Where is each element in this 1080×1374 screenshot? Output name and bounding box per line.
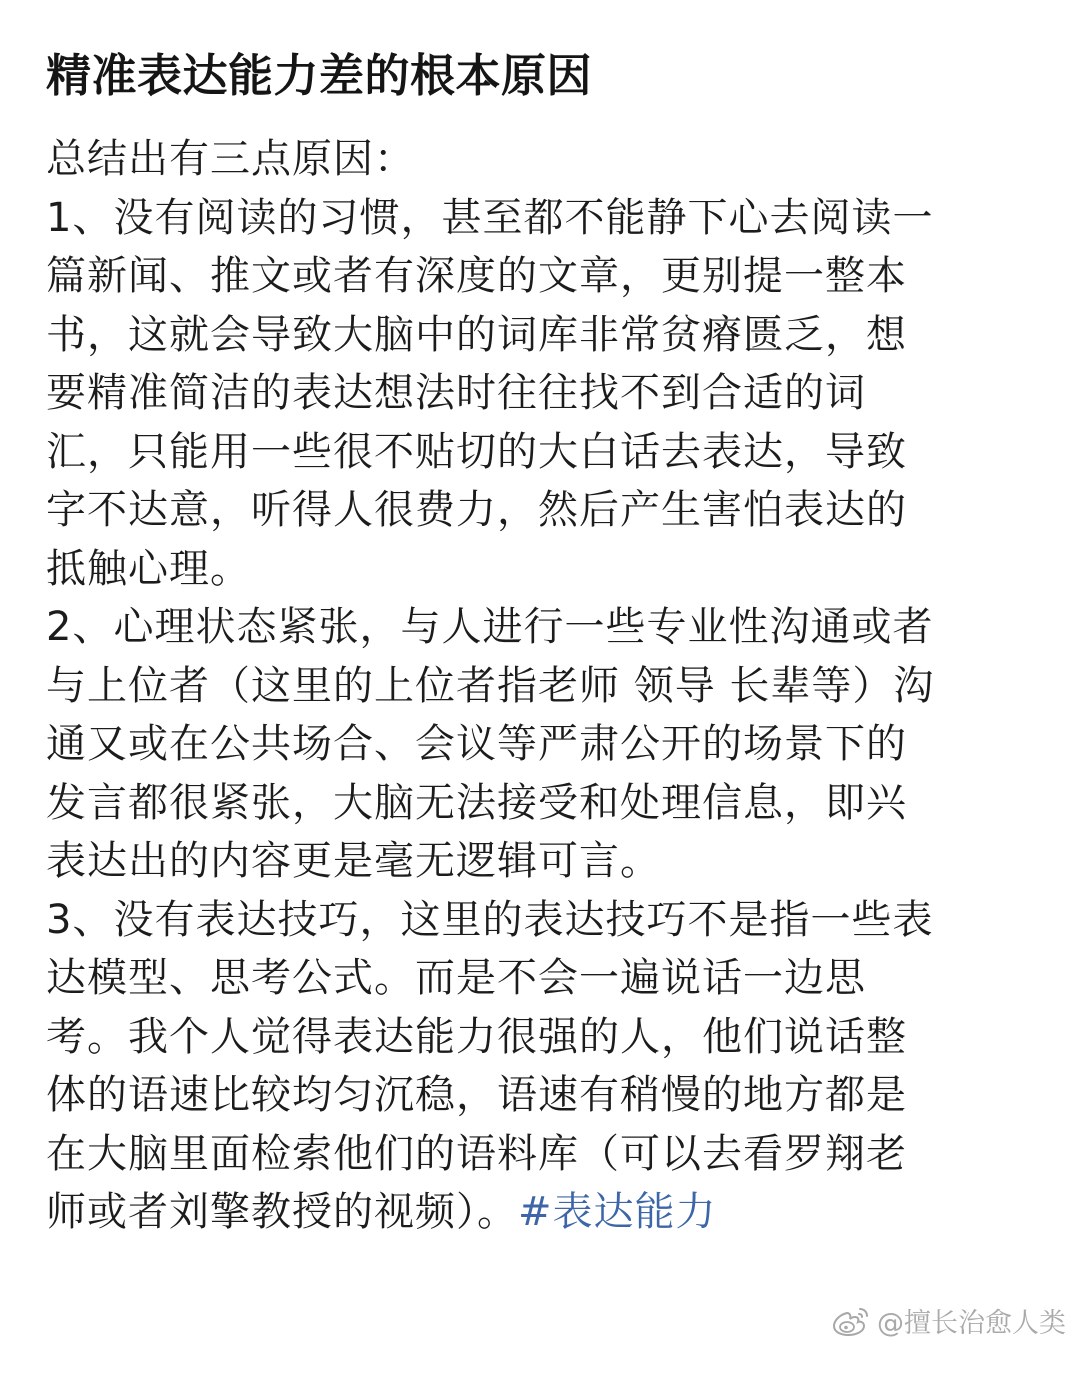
watermark-text: @擅长治愈人类 xyxy=(877,1308,1066,1339)
body-line: 发言都很紧张，大脑无法接受和处理信息，即兴 xyxy=(46,779,907,826)
body-line: 通又或在公共场合、会议等严肃公开的场景下的 xyxy=(46,721,907,767)
hashtag-link[interactable]: #表达能力 xyxy=(518,1189,717,1235)
body-line: 篇新闻、推文或者有深度的文章，更别提一整本 xyxy=(46,253,907,299)
body-line: 3、没有表达技巧，这里的表达技巧不是指一些表 xyxy=(46,896,934,943)
body-line: 字不达意，听得人很费力，然后产生害怕表达的 xyxy=(46,487,907,533)
post-body xyxy=(46,130,1046,1242)
body-line: 1、没有阅读的习惯，甚至都不能静下心去阅读一 xyxy=(46,194,934,241)
body-line: 达模型、思考公式。而是不会一遍说话一边思 xyxy=(46,955,866,1001)
body-line: 抵触心理。 xyxy=(46,545,251,592)
body-line: 总结出有三点原因： xyxy=(46,136,415,182)
body-line: 与上位者（这里的上位者指老师 领导 长辈等）沟 xyxy=(46,662,935,709)
body-line: 2、心理状态紧张，与人进行一些专业性沟通或者 xyxy=(46,604,934,650)
body-line: 考。我个人觉得表达能力很强的人，他们说话整 xyxy=(46,1013,907,1060)
body-line: 要精准简洁的表达想法时往往找不到合适的词 xyxy=(46,370,866,416)
weibo-icon xyxy=(831,1304,871,1338)
body-line: 体的语速比较均匀沉稳，语速有稍慢的地方都是 xyxy=(46,1072,907,1118)
post-title: 精准表达能力差的根本原因 xyxy=(46,49,593,102)
body-line: 在大脑里面检索他们的语料库（可以去看罗翔老 xyxy=(46,1130,907,1177)
body-line-last xyxy=(46,1183,1046,1242)
watermark xyxy=(831,1301,1066,1340)
body-line: 表达出的内容更是毫无逻辑可言。 xyxy=(46,838,661,884)
body-line: 书，这就会导致大脑中的词库非常贫瘠匮乏，想 xyxy=(46,311,907,358)
body-line-text: 师或者刘擎教授的视频）。 xyxy=(46,1189,518,1235)
body-line: 汇，只能用一些很不贴切的大白话去表达，导致 xyxy=(46,428,907,475)
